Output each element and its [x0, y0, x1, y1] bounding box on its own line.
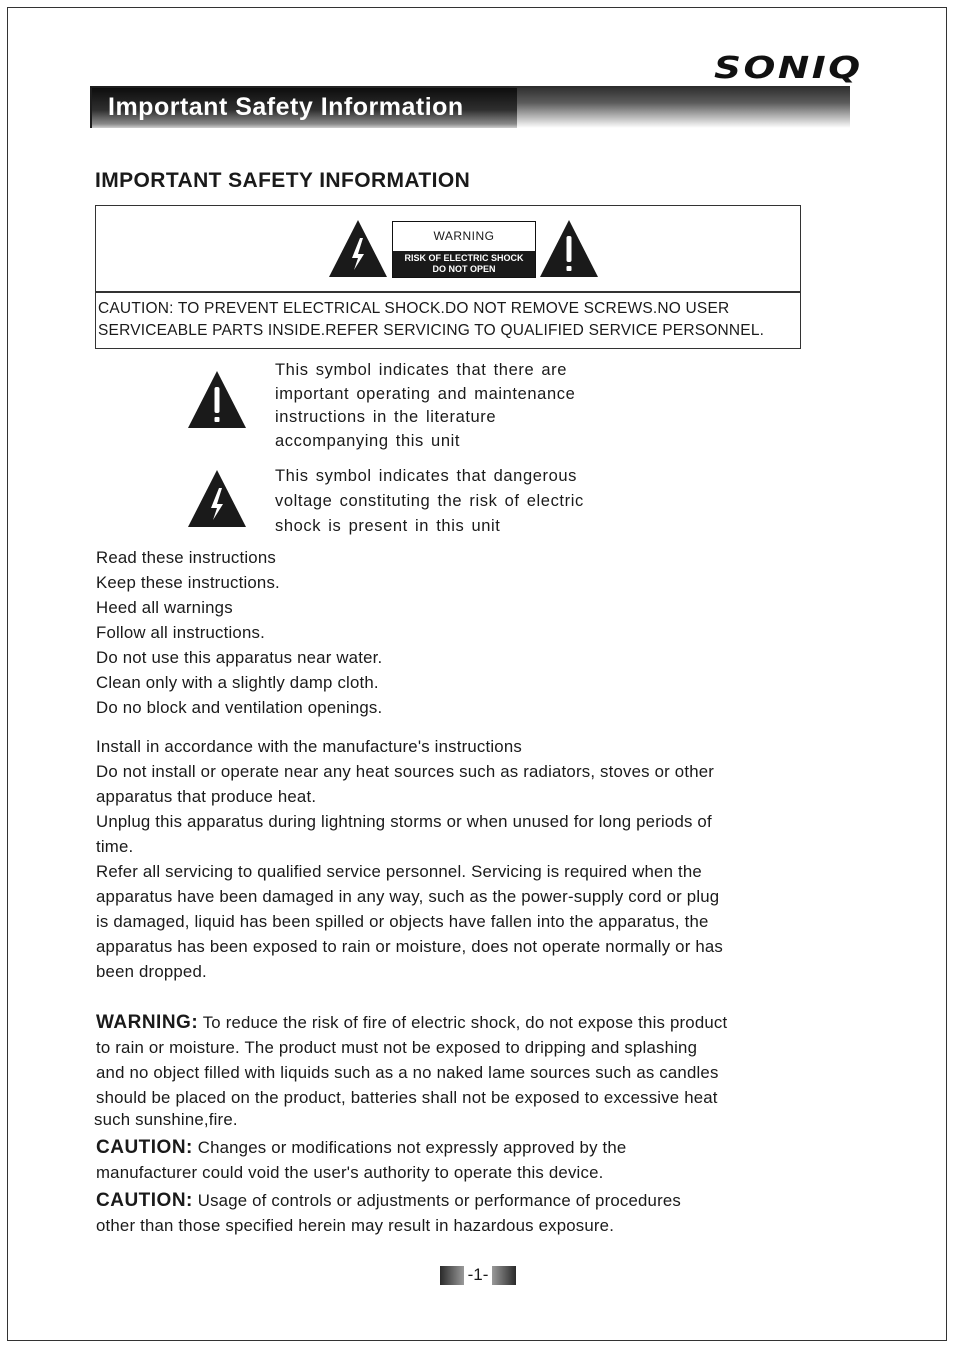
caution-label: CAUTION:	[96, 1137, 193, 1158]
warning-label-line1: RISK OF ELECTRIC SHOCK	[404, 253, 524, 263]
list-item: Do not use this apparatus near water.	[96, 648, 383, 667]
warning-notice-line: and no object filled with liquids such as a no naked lame sources such as candles	[96, 1063, 719, 1082]
brand-logo: SONIQ	[714, 51, 863, 86]
caution-first-line: Changes or modifications not expressly approved by the	[192, 1138, 627, 1157]
paragraph-line: been dropped.	[96, 962, 207, 981]
list-item: Clean only with a slightly damp cloth.	[96, 673, 379, 692]
page-number-text: -1-	[467, 1265, 489, 1284]
warning-label-bottom	[393, 251, 535, 277]
exclamation-triangle-icon	[538, 218, 600, 279]
caution-box-line: CAUTION: TO PREVENT ELECTRICAL SHOCK.DO NOT REMOVE SCREWS.NO USER	[98, 300, 730, 317]
warning-notice	[96, 1010, 727, 1132]
page-number	[440, 1266, 516, 1286]
list-item: Keep these instructions.	[96, 573, 280, 592]
caution-line: other than those specified herein may result in hazardous exposure.	[96, 1216, 615, 1235]
warning-notice-first-line: To reduce the risk of fire of electric shock, do not expose this product	[198, 1013, 728, 1032]
page-title: IMPORTANT SAFETY INFORMATION	[95, 169, 471, 192]
warning-box-divider	[95, 291, 801, 293]
list-item: Read these instructions	[96, 548, 276, 567]
caution-first-line: Usage of controls or adjustments or performance of procedures	[192, 1191, 681, 1210]
header-bar-fade	[517, 86, 850, 128]
warning-label-line2: DO NOT OPEN	[432, 264, 496, 274]
warning-label-plate	[392, 221, 536, 278]
paragraph-line: apparatus have been damaged in any way, such as the power-supply cord or plug	[96, 887, 720, 906]
caution-notice	[96, 1188, 681, 1238]
list-item: Follow all instructions.	[96, 623, 265, 642]
paragraph-line: time.	[96, 837, 134, 856]
paragraph-line: is damaged, liquid has been spilled or objects have fallen into the apparatus, the	[96, 912, 709, 931]
paragraph-line: apparatus has been exposed to rain or moisture, does not operate normally or has	[96, 937, 724, 956]
caution-box-line: SERVICEABLE PARTS INSIDE.REFER SERVICING TO QUALIFIED SERVICE PERSONNEL.	[98, 322, 765, 339]
warning-notice-line: such sunshine,fire.	[94, 1110, 238, 1129]
lightning-triangle-icon	[186, 468, 248, 529]
symbol-line: instructions in the literature	[275, 408, 497, 426]
header-title: Important Safety Information	[108, 93, 464, 121]
instruction-paragraphs	[96, 734, 723, 984]
caution-line: manufacturer could void the user's authority to operate this device.	[96, 1163, 604, 1182]
page-number-left-bar	[440, 1266, 464, 1285]
caution-label: CAUTION:	[96, 1190, 193, 1211]
instruction-list	[96, 545, 382, 720]
symbol-description	[275, 359, 575, 453]
paragraph-line: Do not install or operate near any heat sources such as radiators, stoves or other	[96, 762, 715, 781]
symbol-line: accompanying this unit	[275, 431, 461, 450]
symbol-description	[275, 464, 584, 539]
paragraph-line: apparatus that produce heat.	[96, 787, 317, 806]
page-number-right-bar	[492, 1266, 516, 1285]
lightning-triangle-icon	[327, 218, 389, 279]
exclamation-triangle-icon	[186, 369, 248, 430]
symbol-line: shock is present in this unit	[275, 517, 501, 535]
warning-label-top: WARNING	[433, 229, 495, 243]
warning-notice-label: WARNING:	[96, 1012, 199, 1033]
list-item: Do no block and ventilation openings.	[96, 698, 383, 717]
symbol-line: This symbol indicates that dangerous	[275, 467, 577, 485]
symbol-line: important operating and maintenance	[275, 384, 576, 403]
paragraph-line: Unplug this apparatus during lightning storms or when unused for long periods of	[96, 812, 712, 831]
symbol-line: This symbol indicates that there are	[275, 361, 568, 379]
warning-notice-line: should be placed on the product, batteries shall not be exposed to excessive heat	[96, 1088, 718, 1107]
caution-notice	[96, 1135, 626, 1185]
warning-notice-line: to rain or moisture. The product must not be exposed to dripping and splashing	[96, 1038, 698, 1057]
symbol-line: voltage constituting the risk of electric	[275, 492, 584, 510]
list-item: Heed all warnings	[96, 598, 233, 617]
paragraph-line: Refer all servicing to qualified service personnel. Servicing is required when the	[96, 862, 702, 881]
paragraph-line: Install in accordance with the manufacture's instructions	[96, 737, 522, 756]
